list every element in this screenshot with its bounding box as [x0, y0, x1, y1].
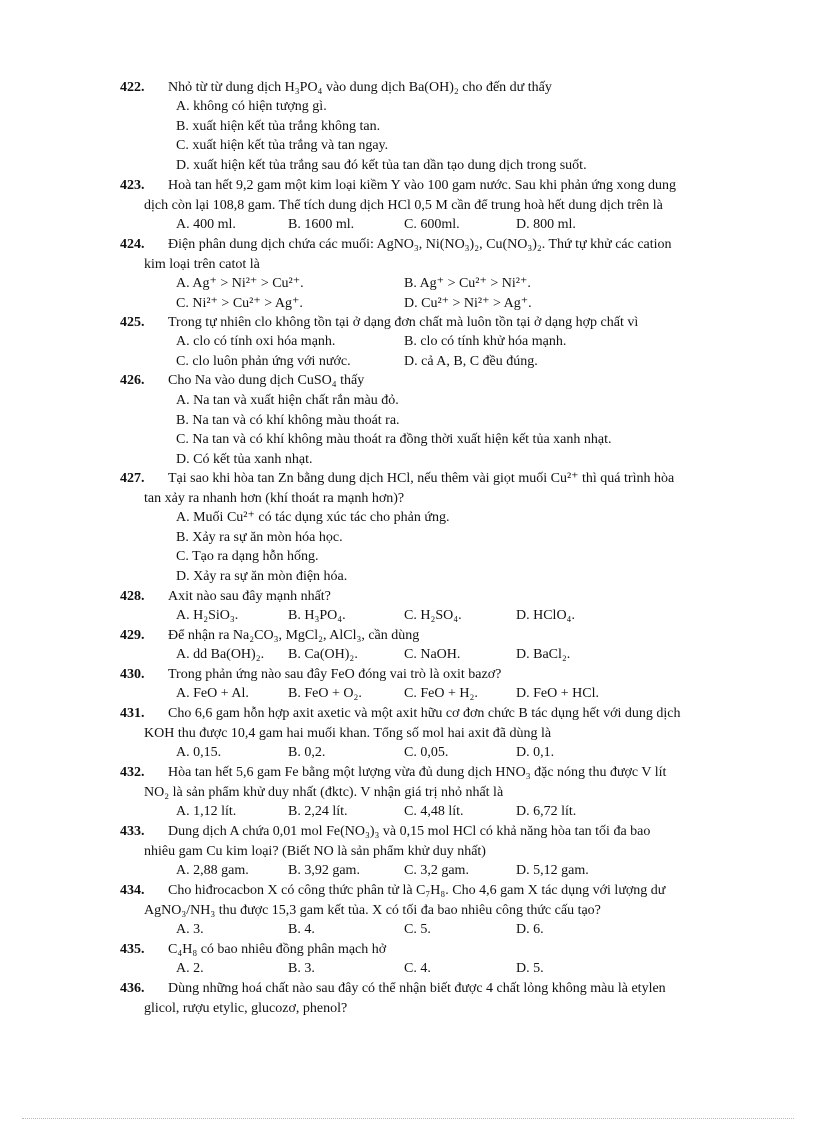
question-stem: Trong phản ứng nào sau đây FeO đóng vai trò là oxit bazơ?	[168, 667, 502, 682]
option: D. 5.	[516, 961, 544, 976]
question-433	[120, 822, 756, 861]
question-423	[120, 176, 756, 215]
question-stem: Cho hiđrocacbon X có công thức phân tử là C₇H₈. Cho 4,6 gam X tác dụng với lượng dư	[168, 883, 666, 898]
option: C. 600ml.	[404, 217, 460, 232]
options-424	[176, 274, 756, 313]
question-stem: Dùng những hoá chất nào sau đây có thể nhận biết được 4 chất lỏng không màu là etylen	[168, 981, 666, 996]
question-430	[120, 665, 756, 685]
question-number: 429.	[120, 628, 145, 643]
option: A. 2.	[176, 961, 204, 976]
option: B. FeO + O₂.	[288, 686, 362, 701]
question-number: 432.	[120, 765, 145, 780]
question-431	[120, 704, 756, 743]
question-stem: Tại sao khi hòa tan Zn bằng dung dịch HCl, nếu thêm vài giọt muối Cu²⁺ thì quá trình hòa	[168, 471, 675, 486]
option: A. 400 ml.	[176, 217, 236, 232]
question-427	[120, 469, 756, 508]
option: A. 2,88 gam.	[176, 863, 249, 878]
option: A. 3.	[176, 922, 204, 937]
option: C. Tạo ra dạng hỗn hống.	[176, 549, 319, 564]
option: C. Ni²⁺ > Cu²⁺ > Ag⁺.	[176, 295, 303, 311]
question-stem-continued: AgNO₃/NH₃ thu được 15,3 gam kết tủa. X có tối đa bao nhiêu công thức cấu tạo?	[144, 902, 601, 918]
option: A. Muối Cu²⁺ có tác dụng xúc tác cho phản ứng.	[176, 510, 450, 525]
question-stem-continued: nhiêu gam Cu kim loại? (Biết NO là sản phẩm khử duy nhất)	[144, 843, 486, 859]
options-435	[176, 959, 756, 979]
question-stem: Để nhận ra Na₂CO₃, MgCl₂, AlCl₃, cần dùng	[168, 628, 420, 643]
option: B. 3,92 gam.	[288, 863, 360, 878]
question-425	[120, 313, 756, 333]
option: D. xuất hiện kết tủa trắng sau đó kết tủa tan dần tạo dung dịch trong suốt.	[176, 157, 587, 173]
option: B. 3.	[288, 961, 315, 976]
question-number: 427.	[120, 471, 145, 486]
option: C. xuất hiện kết tủa trắng và tan ngay.	[176, 138, 389, 153]
option: A. không có hiện tượng gì.	[176, 99, 327, 114]
question-number: 433.	[120, 824, 145, 839]
question-stem: C₄H₈ có bao nhiêu đồng phân mạch hở	[168, 942, 387, 957]
option: C. clo luôn phản ứng với nước.	[176, 353, 351, 369]
question-number: 431.	[120, 706, 145, 721]
option: B. 2,24 lít.	[288, 804, 348, 819]
question-stem: Axit nào sau đây mạnh nhất?	[168, 589, 331, 604]
question-424	[120, 235, 756, 274]
question-stem: Hoà tan hết 9,2 gam một kim loại kiềm Y vào 100 gam nước. Sau khi phản ứng xong dung	[168, 178, 676, 193]
question-number: 423.	[120, 178, 145, 193]
question-435	[120, 940, 756, 960]
option: C. 0,05.	[404, 745, 449, 760]
option: A. 0,15.	[176, 745, 222, 760]
option: B. xuất hiện kết tủa trắng không tan.	[176, 118, 381, 134]
option: C. 4.	[404, 961, 431, 976]
option: D. 5,12 gam.	[516, 863, 589, 878]
options-432	[176, 802, 756, 822]
question-number: 430.	[120, 667, 145, 682]
option: C. H₂SO₄.	[404, 608, 462, 623]
question-stem: Nhỏ từ từ dung dịch H₃PO₄ vào dung dịch Ba(OH)₂ cho đến dư thấy	[168, 80, 552, 95]
option: D. HClO₄.	[516, 608, 575, 623]
option: C. 5.	[404, 922, 431, 937]
question-stem: Cho Na vào dung dịch CuSO₄ thấy	[168, 373, 365, 388]
options-429	[176, 645, 756, 665]
question-422	[120, 78, 756, 98]
option: B. Ca(OH)₂.	[288, 647, 358, 662]
option: D. Cu²⁺ > Ni²⁺ > Ag⁺.	[404, 295, 532, 311]
question-stem-continued: tan xảy ra nhanh hơn (khí thoát ra mạnh hơn)?	[144, 490, 405, 506]
options-430	[176, 684, 756, 704]
options-433	[176, 861, 756, 881]
options-428	[176, 606, 756, 626]
options-434	[176, 920, 756, 940]
question-stem: Dung dịch A chứa 0,01 mol Fe(NO₃)₃ và 0,15 mol HCl có khả năng hòa tan tối đa bao	[168, 824, 651, 839]
option: D. Có kết tủa xanh nhạt.	[176, 451, 313, 467]
options-422	[176, 97, 756, 175]
option: D. 6,72 lít.	[516, 804, 577, 819]
question-429	[120, 626, 756, 646]
question-stem: Hòa tan hết 5,6 gam Fe bằng một lượng vừa đủ dung dịch HNO₃ đặc nóng thu được V lít	[168, 765, 667, 780]
question-stem: Cho 6,6 gam hỗn hợp axit axetic và một axit hữu cơ đơn chức B tác dụng hết với dung dịch	[168, 706, 681, 721]
question-number: 425.	[120, 315, 145, 330]
options-423	[176, 215, 756, 235]
question-434	[120, 881, 756, 920]
question-428	[120, 587, 756, 607]
option: B. 1600 ml.	[288, 217, 355, 232]
question-stem-continued: NO₂ là sản phẩm khử duy nhất (đktc). V nhận giá trị nhỏ nhất là	[144, 784, 504, 800]
question-number: 434.	[120, 883, 145, 898]
question-stem-continued: glicol, rượu etylic, glucozơ, phenol?	[144, 1000, 348, 1016]
question-number: 424.	[120, 237, 145, 252]
question-number: 426.	[120, 373, 145, 388]
options-431	[176, 743, 756, 763]
question-number: 422.	[120, 80, 145, 95]
options-427	[176, 508, 756, 586]
question-stem: Trong tự nhiên clo không tồn tại ở dạng đơn chất mà luôn tồn tại ở dạng hợp chất vì	[168, 315, 639, 330]
question-number: 428.	[120, 589, 145, 604]
page-bottom-divider	[22, 1118, 794, 1119]
question-stem-continued: kim loại trên catot là	[144, 256, 260, 272]
option: A. 1,12 lít.	[176, 804, 237, 819]
options-426	[176, 391, 756, 469]
option: A. Ag⁺ > Ni²⁺ > Cu²⁺.	[176, 276, 304, 291]
option: C. NaOH.	[404, 647, 461, 662]
option: B. Na tan và có khí không màu thoát ra.	[176, 412, 400, 428]
option: C. Na tan và có khí không màu thoát ra đồng thời xuất hiện kết tủa xanh nhạt.	[176, 432, 612, 447]
question-432	[120, 763, 756, 802]
option: A. H₂SiO₃.	[176, 608, 239, 623]
question-stem: Điện phân dung dịch chứa các muối: AgNO₃, Ni(NO₃)₂, Cu(NO₃)₂. Thứ tự khử các cation	[168, 237, 672, 252]
option: D. cả A, B, C đều đúng.	[404, 353, 538, 369]
option: A. clo có tính oxi hóa mạnh.	[176, 334, 336, 349]
option: B. 4.	[288, 922, 315, 937]
options-425	[176, 332, 756, 371]
option: C. 3,2 gam.	[404, 863, 469, 878]
option: A. dd Ba(OH)₂.	[176, 647, 265, 662]
option: B. clo có tính khử hóa mạnh.	[404, 334, 567, 349]
question-436	[120, 979, 756, 1018]
option: A. Na tan và xuất hiện chất rắn màu đỏ.	[176, 393, 399, 408]
question-stem-continued: dịch còn lại 108,8 gam. Thể tích dung dịch HCl 0,5 M cần để trung hoà hết dung dịch trên là	[144, 197, 663, 213]
option: D. Xảy ra sự ăn mòn điện hóa.	[176, 568, 348, 584]
question-stem-continued: KOH thu được 10,4 gam hai muối khan. Tổng số mol hai axit đã dùng là	[144, 725, 552, 741]
option: D. 6.	[516, 922, 544, 937]
question-number: 435.	[120, 942, 145, 957]
option: B. Xảy ra sự ăn mòn hóa học.	[176, 529, 343, 545]
option: B. Ag⁺ > Cu²⁺ > Ni²⁺.	[404, 276, 531, 291]
option: D. BaCl₂.	[516, 647, 571, 662]
option: C. FeO + H₂.	[404, 686, 478, 701]
question-426	[120, 371, 756, 391]
question-number: 436.	[120, 981, 145, 996]
option: B. 0,2.	[288, 745, 326, 760]
option: D. FeO + HCl.	[516, 686, 599, 701]
option: D. 0,1.	[516, 745, 555, 760]
option: B. H₃PO₄.	[288, 608, 346, 623]
option: A. FeO + Al.	[176, 686, 249, 701]
option: C. 4,48 lít.	[404, 804, 464, 819]
option: D. 800 ml.	[516, 217, 576, 232]
